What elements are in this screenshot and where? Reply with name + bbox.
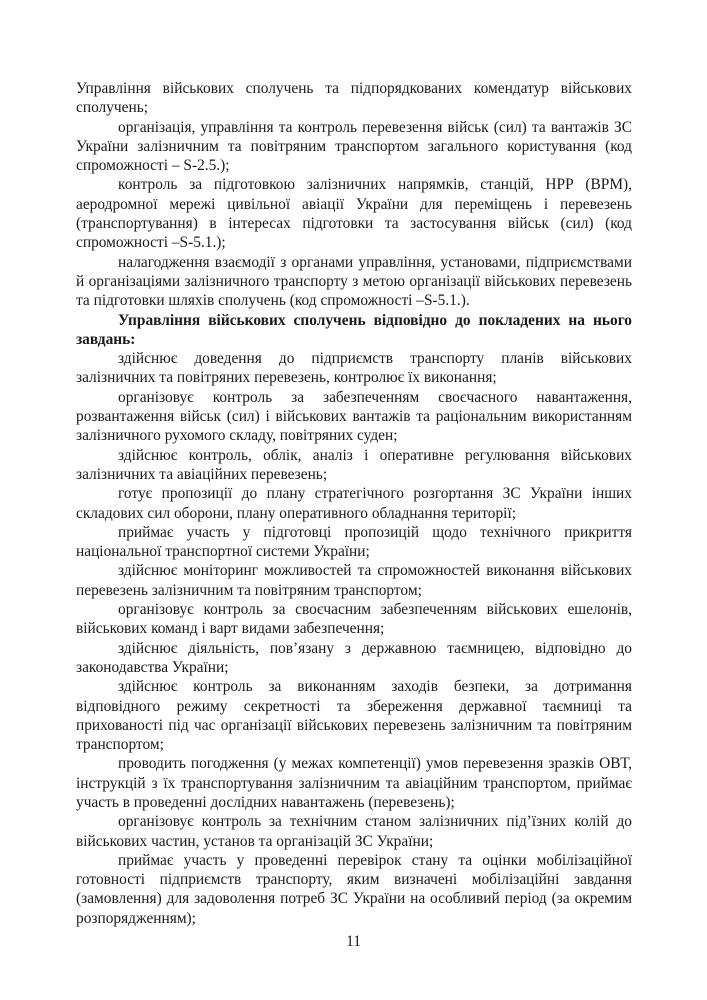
paragraph: налагодження взаємодії з органами управління, установами, підприємствами й організаціями залізничного транспорту з метою організації військових перевезень та підготовки шляхів сполучень (код спроможності –S-5.1.). (76, 253, 632, 310)
paragraph: здійснює діяльність, пов’язану з державною таємницею, відповідно до законодавства України; (76, 639, 632, 676)
paragraph: приймає участь у проведенні перевірок стану та оцінки мобілізаційної готовності підприємств транспорту, яким визначені мобілізаційні завдання (замовлення) для задоволення потреб ЗС України на особливий період (за окремим розпорядженням); (76, 851, 632, 927)
paragraph: Управління військових сполучень та підпорядкованих комендатур військових сполучень; (76, 80, 632, 117)
page-body (76, 79, 632, 928)
paragraph: організовує контроль за забезпеченням своєчасного навантаження, розвантаження військ (сил) і військових вантажів та раціональним використанням залізничного рухомого складу, повітряних суден; (76, 388, 632, 445)
paragraph: готує пропозиції до плану стратегічного розгортання ЗС України інших складових сил оборони, плану оперативного обладнання території; (76, 485, 632, 522)
paragraph: організовує контроль за своєчасним забезпеченням військових ешелонів, військових команд і варт видами забезпечення; (76, 601, 632, 638)
paragraph: здійснює контроль, облік, аналіз і оперативне регулювання військових залізничних та авіаційних перевезень; (76, 446, 632, 483)
paragraph: здійснює доведення до підприємств транспорту планів військових залізничних та повітряних перевезень, контролює їх виконання; (76, 350, 632, 387)
paragraph: проводить погодження (у межах компетенції) умов перевезення зразків ОВТ, інструкцій з їх транспортування залізничним та авіаційним транспортом, приймає участь в проведенні дослідних навантажень (перевезень); (76, 755, 632, 811)
page-number: 11 (346, 933, 361, 950)
paragraph: контроль за підготовкою залізничних напрямків, станцій, НРР (ВРМ), аеродромної мережі цивільної авіації України для переміщень і перевезень (транспортування) в інтересах підготовки та застосування військ (сил) (код спроможності –S-5.1.); (76, 176, 632, 252)
paragraph: здійснює контроль за виконанням заходів безпеки, за дотримання відповідного режиму секретності та збереження державної таємниці та прихованості під час організації військових перевезень залізничним та повітряним транспортом; (76, 678, 632, 754)
section-heading: Управління військових сполучень відповідно до покладених на нього завдань: (76, 311, 632, 348)
paragraph: здійснює моніторинг можливостей та спроможностей виконання військових перевезень залізничним та повітряним транспортом; (76, 562, 632, 599)
paragraph: організація, управління та контроль перевезення військ (сил) та вантажів ЗС України залізничним та повітряним транспортом загального користування (код спроможності – S-2.5.); (76, 118, 632, 175)
paragraph: приймає участь у підготовці пропозицій щодо технічного прикриття національної транспортної системи України; (76, 523, 632, 561)
paragraph: організовує контроль за технічним станом залізничних під’їзних колій до військових частин, установ та організацій ЗС України; (76, 813, 632, 850)
